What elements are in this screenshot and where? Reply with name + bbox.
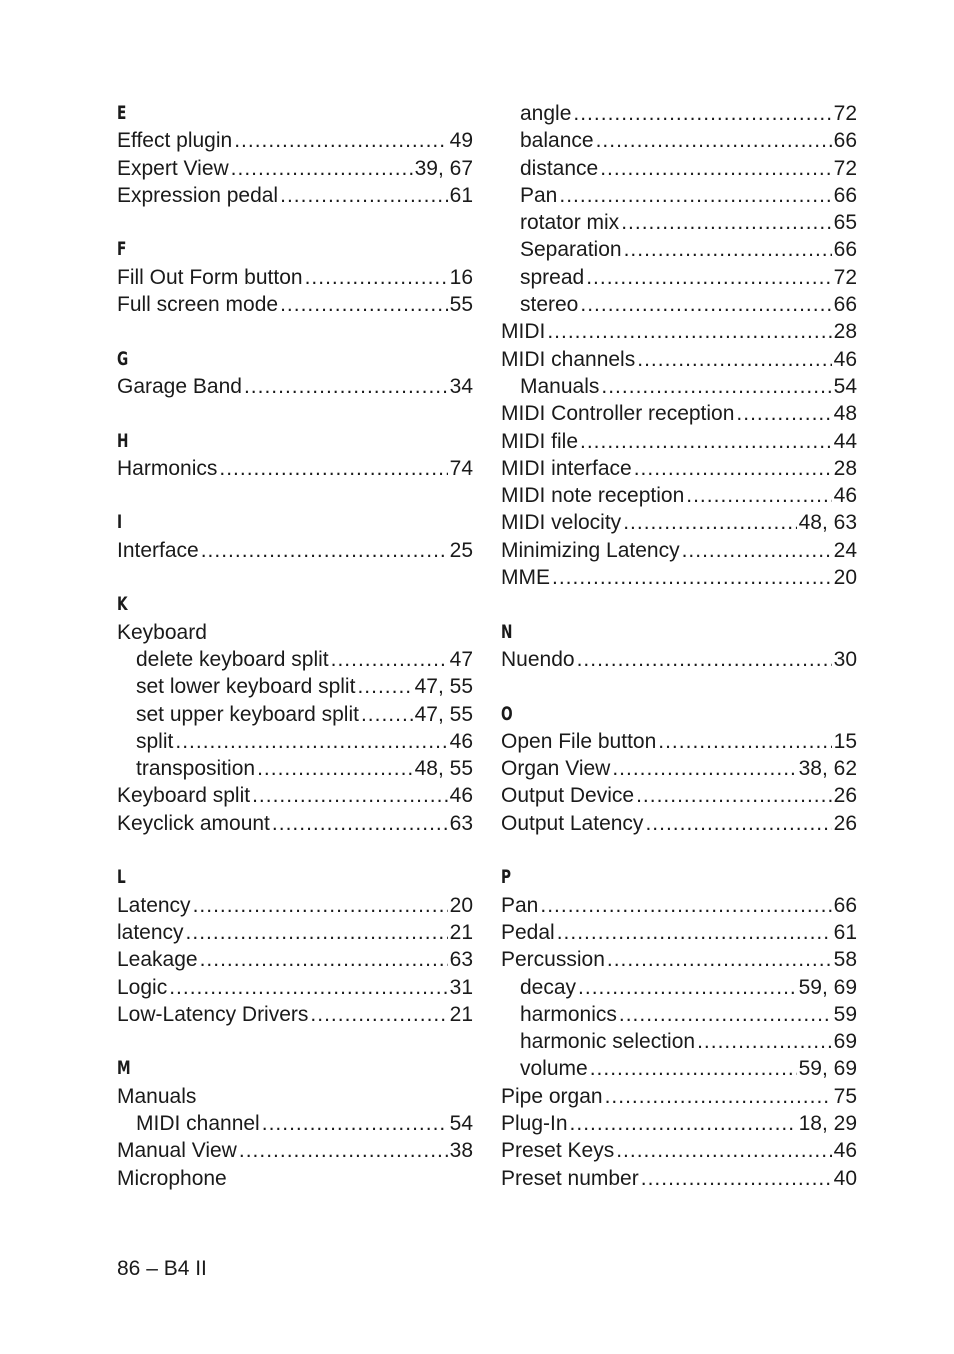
index-entry-organ-view xyxy=(501,755,857,782)
index-entry-expert-view xyxy=(117,155,473,182)
index-subentry-separation xyxy=(501,236,857,263)
dot-leader xyxy=(201,537,448,564)
dot-leader xyxy=(200,946,448,973)
entry-term: split xyxy=(136,729,174,753)
index-entry-fill-out-form-button xyxy=(117,264,473,291)
dot-leader xyxy=(616,1137,831,1164)
dot-leader xyxy=(600,155,831,182)
entry-page-numbers: 54 xyxy=(449,1111,473,1135)
entry-term: balance xyxy=(520,129,594,153)
entry-page-numbers: 72 xyxy=(833,102,857,125)
entry-term: delete keyboard split xyxy=(136,647,329,671)
index-subentry-stereo xyxy=(501,291,857,318)
index-entry-keyclick-amount xyxy=(117,810,473,837)
dot-leader xyxy=(658,728,831,755)
section-letter-heading: P xyxy=(501,866,512,889)
index-section-g xyxy=(117,318,473,400)
section-letter-heading: L xyxy=(117,866,126,889)
index-entry-pedal xyxy=(501,919,857,946)
entry-page-numbers: 61 xyxy=(833,920,857,944)
entry-page-numbers: 39, 67 xyxy=(414,156,473,180)
entry-term: Leakage xyxy=(117,948,198,972)
dot-leader xyxy=(169,974,447,1001)
entry-term: MIDI file xyxy=(501,429,579,453)
entry-term: transposition xyxy=(136,757,256,781)
dot-leader xyxy=(637,346,831,373)
index-subentry-harmonic-selection xyxy=(501,1028,857,1055)
entry-page-numbers: 16 xyxy=(449,265,473,289)
entry-term: Logic xyxy=(117,975,168,999)
dot-leader xyxy=(590,1055,797,1082)
entry-page-numbers: 47, 55 xyxy=(414,702,473,726)
entry-term: stereo xyxy=(520,293,579,317)
dot-leader xyxy=(193,892,448,919)
entry-term: MIDI channel xyxy=(136,1111,260,1135)
index-entry-logic xyxy=(117,974,473,1001)
entry-term: decay xyxy=(520,975,577,999)
entry-term: Expert View xyxy=(117,156,229,180)
dot-leader xyxy=(580,428,832,455)
entry-page-numbers: 59, 69 xyxy=(798,1057,857,1081)
entry-page-numbers: 26 xyxy=(833,784,857,808)
entry-term: Separation xyxy=(520,238,622,262)
dot-leader xyxy=(570,1110,797,1137)
entry-page-numbers: 40 xyxy=(833,1166,857,1190)
entry-term: Latency xyxy=(117,893,191,917)
index-entry-midi-interface xyxy=(501,455,857,482)
index-entry-harmonics xyxy=(117,455,473,482)
entry-term: MIDI note reception xyxy=(501,484,685,508)
entry-term: Organ View xyxy=(501,757,611,781)
entry-term: Preset Keys xyxy=(501,1139,615,1163)
index-entry-plug-in xyxy=(501,1110,857,1137)
entry-page-numbers: 58 xyxy=(833,948,857,972)
index-subentry-rotator-mix xyxy=(501,209,857,236)
dot-leader xyxy=(252,782,448,809)
entry-term: Interface xyxy=(117,538,199,562)
entry-term: Pan xyxy=(501,893,539,917)
index-section-p xyxy=(501,837,857,1192)
dot-leader xyxy=(612,755,796,782)
dot-leader xyxy=(578,974,797,1001)
index-entry-microphone xyxy=(117,1165,473,1192)
entry-page-numbers: 21 xyxy=(449,1002,473,1026)
entry-page-numbers: 18, 29 xyxy=(798,1111,857,1135)
index-subentry-harmonics xyxy=(501,1001,857,1028)
index-entry-output-latency xyxy=(501,810,857,837)
entry-page-numbers: 47, 55 xyxy=(414,675,473,699)
entry-term: Garage Band xyxy=(117,374,242,398)
entry-page-numbers: 66 xyxy=(833,893,857,917)
section-letter-heading: G xyxy=(117,347,129,370)
dot-leader xyxy=(623,509,796,536)
entry-term: MIDI channels xyxy=(501,347,636,371)
entry-term: Nuendo xyxy=(501,647,575,671)
dot-leader xyxy=(175,728,447,755)
entry-term: distance xyxy=(520,156,599,180)
index-subentry-balance xyxy=(501,127,857,154)
dot-leader xyxy=(607,946,832,973)
entry-term: Output Latency xyxy=(501,811,644,835)
index-section-k xyxy=(117,564,473,837)
index-entry-midi xyxy=(501,318,857,345)
entry-term: Manuals xyxy=(117,1084,197,1108)
index-section-continued xyxy=(501,100,857,591)
dot-leader xyxy=(619,1001,832,1028)
entry-term: spread xyxy=(520,265,585,289)
entry-term: MIDI Controller reception xyxy=(501,402,735,426)
dot-leader xyxy=(361,701,413,728)
index-section-i xyxy=(117,482,473,564)
entry-page-numbers: 48 xyxy=(833,402,857,426)
index-subentry-midi-channel xyxy=(117,1110,473,1137)
entry-term: Microphone xyxy=(117,1166,227,1190)
entry-page-numbers: 38 xyxy=(449,1139,473,1163)
index-entry-percussion xyxy=(501,946,857,973)
entry-page-numbers: 15 xyxy=(833,729,857,753)
entry-term: Keyclick amount xyxy=(117,811,270,835)
entry-page-numbers: 74 xyxy=(449,456,473,480)
section-letter-heading: O xyxy=(501,702,513,725)
section-letter-heading: M xyxy=(117,1057,131,1080)
entry-page-numbers: 72 xyxy=(833,156,857,180)
index-entry-midi-controller-reception xyxy=(501,400,857,427)
entry-term: Effect plugin xyxy=(117,129,233,153)
index-subentry-spread xyxy=(501,264,857,291)
dot-leader xyxy=(357,673,412,700)
dot-leader xyxy=(331,646,448,673)
index-subentry-set-upper-keyboard-split xyxy=(117,701,473,728)
index-entry-midi-channels xyxy=(501,346,857,373)
dot-leader xyxy=(280,182,448,209)
index-entry-interface xyxy=(117,537,473,564)
entry-term: Low-Latency Drivers xyxy=(117,1002,309,1026)
entry-page-numbers: 26 xyxy=(833,811,857,835)
entry-term: Keyboard split xyxy=(117,784,251,808)
dot-leader xyxy=(736,400,831,427)
entry-page-numbers: 47 xyxy=(449,647,473,671)
entry-page-numbers: 55 xyxy=(449,293,473,317)
index-entry-leakage xyxy=(117,946,473,973)
index-subentry-delete-keyboard-split xyxy=(117,646,473,673)
entry-page-numbers: 31 xyxy=(449,975,473,999)
dot-leader xyxy=(305,264,448,291)
index-subentry-transposition xyxy=(117,755,473,782)
dot-leader xyxy=(596,127,832,154)
dot-leader xyxy=(605,1083,832,1110)
dot-leader xyxy=(573,100,831,127)
index-entry-latency xyxy=(117,919,473,946)
dot-leader xyxy=(234,127,447,154)
entry-page-numbers: 46 xyxy=(449,784,473,808)
entry-page-numbers: 38, 62 xyxy=(798,757,857,781)
entry-page-numbers: 54 xyxy=(833,374,857,398)
entry-term: MME xyxy=(501,566,550,590)
section-letter-heading: F xyxy=(117,238,127,261)
index-column-right xyxy=(501,100,857,1192)
page-footer: 86 – B4 II xyxy=(117,1257,207,1280)
entry-term: Full screen mode xyxy=(117,293,279,317)
entry-page-numbers: 48, 55 xyxy=(414,757,473,781)
section-letter-heading: H xyxy=(117,429,129,452)
entry-page-numbers: 63 xyxy=(449,948,473,972)
entry-term: Fill Out Form button xyxy=(117,265,303,289)
entry-page-numbers: 61 xyxy=(449,183,473,207)
entry-term: set upper keyboard split xyxy=(136,702,359,726)
index-section-o xyxy=(501,673,857,837)
entry-page-numbers: 66 xyxy=(833,293,857,317)
dot-leader xyxy=(186,919,448,946)
entry-term: latency xyxy=(117,920,184,944)
dot-leader xyxy=(219,455,447,482)
dot-leader xyxy=(552,564,832,591)
index-entry-midi-note-reception xyxy=(501,482,857,509)
index-entry-mme xyxy=(501,564,857,591)
entry-page-numbers: 66 xyxy=(833,129,857,153)
index-entry-effect-plugin xyxy=(117,127,473,154)
entry-term: Manuals xyxy=(520,374,600,398)
index-subentry-pan xyxy=(501,182,857,209)
entry-page-numbers: 20 xyxy=(833,566,857,590)
dot-leader xyxy=(586,264,831,291)
dot-leader xyxy=(231,155,413,182)
entry-term: MIDI interface xyxy=(501,456,632,480)
dot-leader xyxy=(601,373,831,400)
entry-term: Minimizing Latency xyxy=(501,538,680,562)
dot-leader xyxy=(239,1137,448,1164)
index-entry-full-screen-mode xyxy=(117,291,473,318)
index-section-h xyxy=(117,400,473,482)
entry-term: Pan xyxy=(520,183,558,207)
dot-leader xyxy=(686,482,831,509)
index-entry-latency xyxy=(117,892,473,919)
entry-term: volume xyxy=(520,1057,588,1081)
dot-leader xyxy=(257,755,413,782)
entry-page-numbers: 72 xyxy=(833,265,857,289)
entry-term: harmonics xyxy=(520,1002,617,1026)
entry-term: Manual View xyxy=(117,1139,237,1163)
entry-page-numbers: 34 xyxy=(449,374,473,398)
index-entry-midi-velocity xyxy=(501,509,857,536)
index-entry-preset-keys xyxy=(501,1137,857,1164)
entry-term: Expression pedal xyxy=(117,183,279,207)
entry-term: Plug-In xyxy=(501,1111,568,1135)
dot-leader xyxy=(697,1028,832,1055)
entry-page-numbers: 46 xyxy=(449,729,473,753)
entry-page-numbers: 48, 63 xyxy=(798,511,857,535)
index-entry-keyboard-split xyxy=(117,782,473,809)
index-subentry-split xyxy=(117,728,473,755)
entry-page-numbers: 46 xyxy=(833,1139,857,1163)
entry-term: harmonic selection xyxy=(520,1030,696,1054)
entry-page-numbers: 59 xyxy=(833,1002,857,1026)
index-subentry-angle xyxy=(501,100,857,127)
index-entry-pipe-organ xyxy=(501,1083,857,1110)
entry-page-numbers: 46 xyxy=(833,347,857,371)
entry-term: MIDI velocity xyxy=(501,511,622,535)
entry-page-numbers: 28 xyxy=(833,456,857,480)
index-subentry-decay xyxy=(501,974,857,1001)
section-letter-heading: N xyxy=(501,620,513,643)
entry-page-numbers: 66 xyxy=(833,183,857,207)
entry-term: Percussion xyxy=(501,948,605,972)
dot-leader xyxy=(559,182,831,209)
index-entry-nuendo xyxy=(501,646,857,673)
entry-term: Pedal xyxy=(501,920,555,944)
entry-term: Preset number xyxy=(501,1166,639,1190)
entry-term: angle xyxy=(520,102,572,125)
entry-page-numbers: 63 xyxy=(449,811,473,835)
entry-term: Harmonics xyxy=(117,456,218,480)
entry-page-numbers: 46 xyxy=(833,484,857,508)
entry-page-numbers: 21 xyxy=(449,920,473,944)
dot-leader xyxy=(634,455,832,482)
section-letter-heading: I xyxy=(117,511,123,534)
dot-leader xyxy=(641,1165,832,1192)
index-entry-pan xyxy=(501,892,857,919)
dot-leader xyxy=(280,291,448,318)
entry-page-numbers: 24 xyxy=(833,538,857,562)
entry-term: rotator mix xyxy=(520,211,620,235)
dot-leader xyxy=(547,318,831,345)
index-entry-keyboard xyxy=(117,619,473,646)
dot-leader xyxy=(540,892,831,919)
entry-page-numbers: 49 xyxy=(449,129,473,153)
index-entry-preset-number xyxy=(501,1165,857,1192)
entry-term: Open File button xyxy=(501,729,657,753)
index-entry-manual-view xyxy=(117,1137,473,1164)
index-section-l xyxy=(117,837,473,1028)
index-section-e xyxy=(117,100,473,209)
index-section-n xyxy=(501,591,857,673)
dot-leader xyxy=(262,1110,448,1137)
entry-term: Keyboard xyxy=(117,620,207,644)
section-letter-heading: K xyxy=(117,593,128,616)
index-column-left xyxy=(117,100,473,1192)
entry-page-numbers: 75 xyxy=(833,1084,857,1108)
entry-page-numbers: 30 xyxy=(833,647,857,671)
index-subentry-set-lower-keyboard-split xyxy=(117,673,473,700)
section-letter-heading: E xyxy=(117,102,127,124)
entry-page-numbers: 20 xyxy=(449,893,473,917)
entry-page-numbers: 28 xyxy=(833,320,857,344)
dot-leader xyxy=(636,782,832,809)
index-subentry-volume xyxy=(501,1055,857,1082)
dot-leader xyxy=(580,291,831,318)
dot-leader xyxy=(557,919,832,946)
dot-leader xyxy=(310,1001,447,1028)
dot-leader xyxy=(621,209,831,236)
entry-page-numbers: 69 xyxy=(833,1030,857,1054)
index-entry-midi-file xyxy=(501,428,857,455)
index-section-f xyxy=(117,209,473,318)
index-entry-minimizing-latency xyxy=(501,537,857,564)
entry-page-numbers: 59, 69 xyxy=(798,975,857,999)
entry-page-numbers: 44 xyxy=(833,429,857,453)
dot-leader xyxy=(272,810,448,837)
index-entry-open-file-button xyxy=(501,728,857,755)
index-entry-garage-band xyxy=(117,373,473,400)
dot-leader xyxy=(645,810,831,837)
entry-page-numbers: 66 xyxy=(833,238,857,262)
entry-page-numbers: 25 xyxy=(449,538,473,562)
entry-term: MIDI xyxy=(501,320,546,344)
index-entry-manuals xyxy=(117,1083,473,1110)
entry-page-numbers: 65 xyxy=(833,211,857,235)
index-subentry-distance xyxy=(501,155,857,182)
index-entry-low-latency-drivers xyxy=(117,1001,473,1028)
entry-term: set lower keyboard split xyxy=(136,675,356,699)
entry-term: Pipe organ xyxy=(501,1084,603,1108)
index-entry-output-device xyxy=(501,782,857,809)
dot-leader xyxy=(577,646,832,673)
dot-leader xyxy=(624,236,832,263)
index-subentry-manuals xyxy=(501,373,857,400)
dot-leader xyxy=(244,373,448,400)
index-section-m xyxy=(117,1028,473,1192)
dot-leader xyxy=(682,537,832,564)
entry-term: Output Device xyxy=(501,784,635,808)
index-entry-expression-pedal xyxy=(117,182,473,209)
